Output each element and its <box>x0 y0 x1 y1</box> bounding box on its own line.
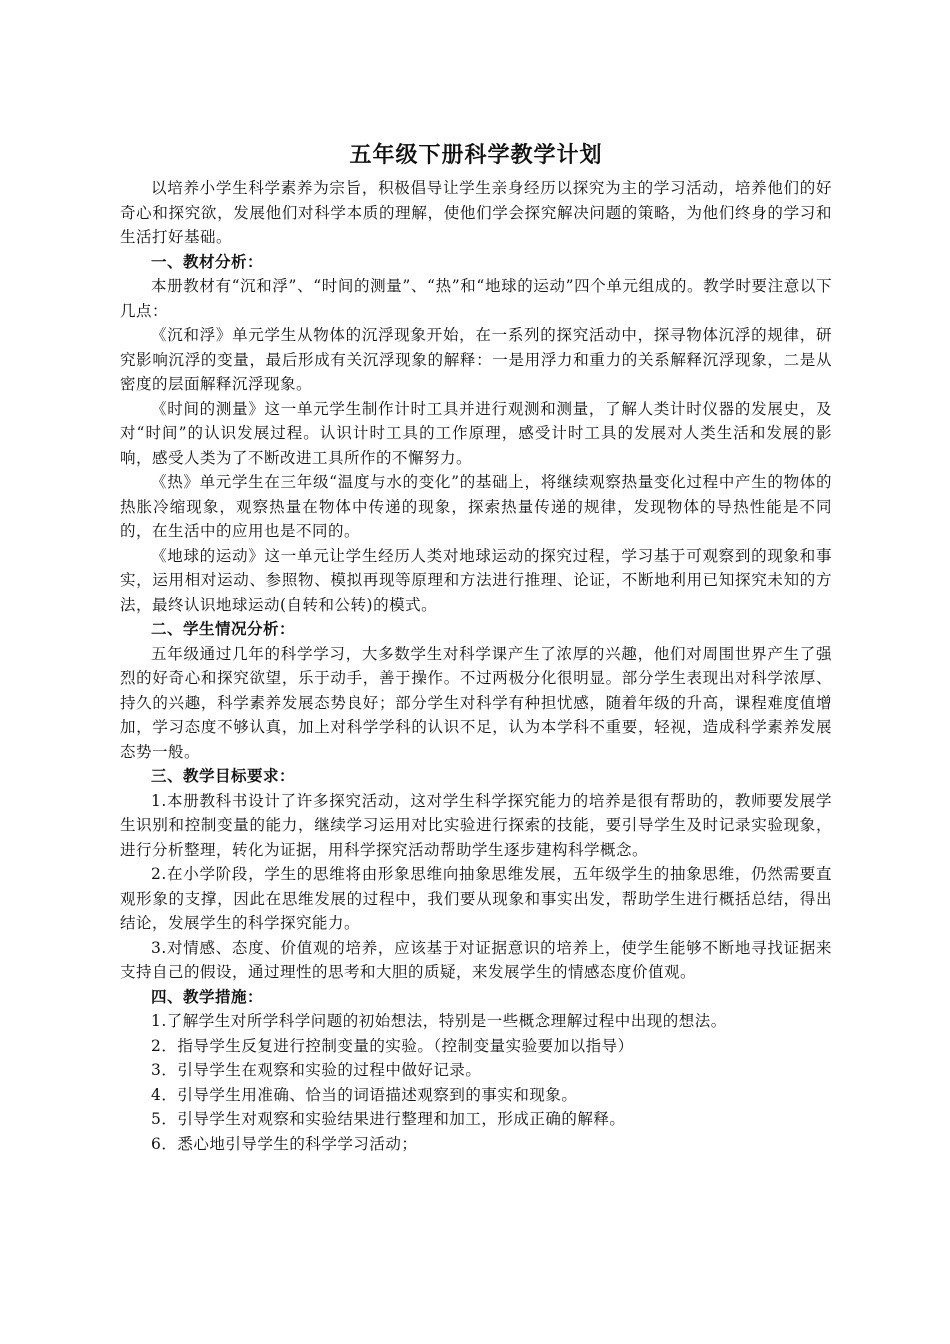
document-title: 五年级下册科学教学计划 <box>349 143 603 168</box>
measures-list-item: 4．引导学生用准确、恰当的词语描述观察到的事实和现象。 <box>151 1085 578 1104</box>
goals-paragraph-3: 3.对情感、态度、价值观的培养，应该基于对证据意识的培养上，使学生能够不断地寻找证据来支持自己的假设，通过理性的思考和大胆的质疑，来发展学生的情感态度价值观。 <box>120 938 832 981</box>
measures-list-item: 3．引导学生在观察和实验的过程中做好记录。 <box>151 1061 482 1079</box>
document-body <box>120 140 832 1156</box>
materials-paragraph-earth: 《地球的运动》这一单元让学生经历人类对地球运动的探究过程，学习基于可观察到的现象和事实，运用相对运动、参照物、模拟再现等原理和方法进行推理、论证，不断地利用已知探究未知的方法，最终认识地球运动(自转和公转)的模式。 <box>120 546 832 614</box>
intro-paragraph: 以培养小学生科学素养为宗旨，积极倡导让学生亲身经历以探究为主的学习活动，培养他们的好奇心和探究欲，发展他们对科学本质的理解，使他们学会探究解决问题的策略，为他们终身的学习和生活打好基础。 <box>120 179 832 246</box>
students-paragraph: 五年级通过几年的科学学习，大多数学生对科学课产生了浓厚的兴趣，他们对周围世界产生了强烈的好奇心和探究欲望，乐于动手，善于操作。不过两极分化很明显。部分学生表现出对科学浓厚、持久的兴趣，科学素养发展态势良好；部分学生对科学有种担忧感，随着年级的升高，课程难度值增加，学习态度不够认真，加上对科学学科的认识不足，认为本学科不重要，轻视，造成科学素养发展态势一般。 <box>120 644 832 761</box>
measures-list-item: 2．指导学生反复进行控制变量的实验。（控制变量实验要加以指导） <box>151 1036 634 1055</box>
measures-list-item: 6．悉心地引导学生的科学学习活动； <box>151 1134 418 1153</box>
section-heading-measures: 四、教学措施： <box>151 987 264 1006</box>
materials-paragraph-overview: 本册教材有“沉和浮”、“时间的测量”、“热”和“地球的运动”四个单元组成的。教学时要注意以下几点： <box>120 277 832 320</box>
materials-paragraph-time: 《时间的测量》这一单元学生制作计时工具并进行观测和测量，了解人类计时仪器的发展史，及对“时间”的认识发展过程。认识计时工具的工作原理，感受计时工具的发展对人类生活和发展的影响，感受人类为了不断改进工具所作的不懈努力。 <box>120 399 832 467</box>
section-heading-students: 二、学生情况分析： <box>151 620 296 638</box>
goals-paragraph-1: 1.本册教科书设计了许多探究活动，这对学生科学探究能力的培养是很有帮助的，教师要发展学生识别和控制变量的能力，继续学习运用对比实验进行探索的技能，要引导学生及时记录实验现象，进行分析整理，转化为证据，用科学探究活动帮助学生逐步建构科学概念。 <box>120 791 832 859</box>
materials-paragraph-heat: 《热》单元学生在三年级“温度与水的变化”的基础上，将继续观察热量变化过程中产生的物体的热胀冷缩现象，观察热量在物体中传递的现象，探索热量传递的规律，发现物体的导热性能是不同的，在生活中的应用也是不同的。 <box>120 473 832 540</box>
goals-paragraph-2: 2.在小学阶段，学生的思维将由形象思维向抽象思维发展，五年级学生的抽象思维，仍然需要直观形象的支撑，因此在思维发展的过程中，我们要从现象和事实出发，帮助学生进行概括总结，得出结论，发展学生的科学探究能力。 <box>120 865 832 932</box>
measures-list-item: 5．引导学生对观察和实验结果进行整理和加工，形成正确的解释。 <box>151 1110 626 1128</box>
measures-list-item: 1.了解学生对所学科学问题的初始想法，特别是一些概念理解过程中出现的想法。 <box>151 1012 727 1030</box>
materials-paragraph-sink-float: 《沉和浮》单元学生从物体的沉浮现象开始，在一系列的探究活动中，探寻物体沉浮的规律，研究影响沉浮的变量，最后形成有关沉浮现象的解释：一是用浮力和重力的关系解释沉浮现象，二是从密度的层面解释沉浮现象。 <box>120 326 832 393</box>
section-heading-goals: 三、教学目标要求： <box>151 767 296 785</box>
section-heading-materials: 一、教材分析： <box>151 252 264 271</box>
